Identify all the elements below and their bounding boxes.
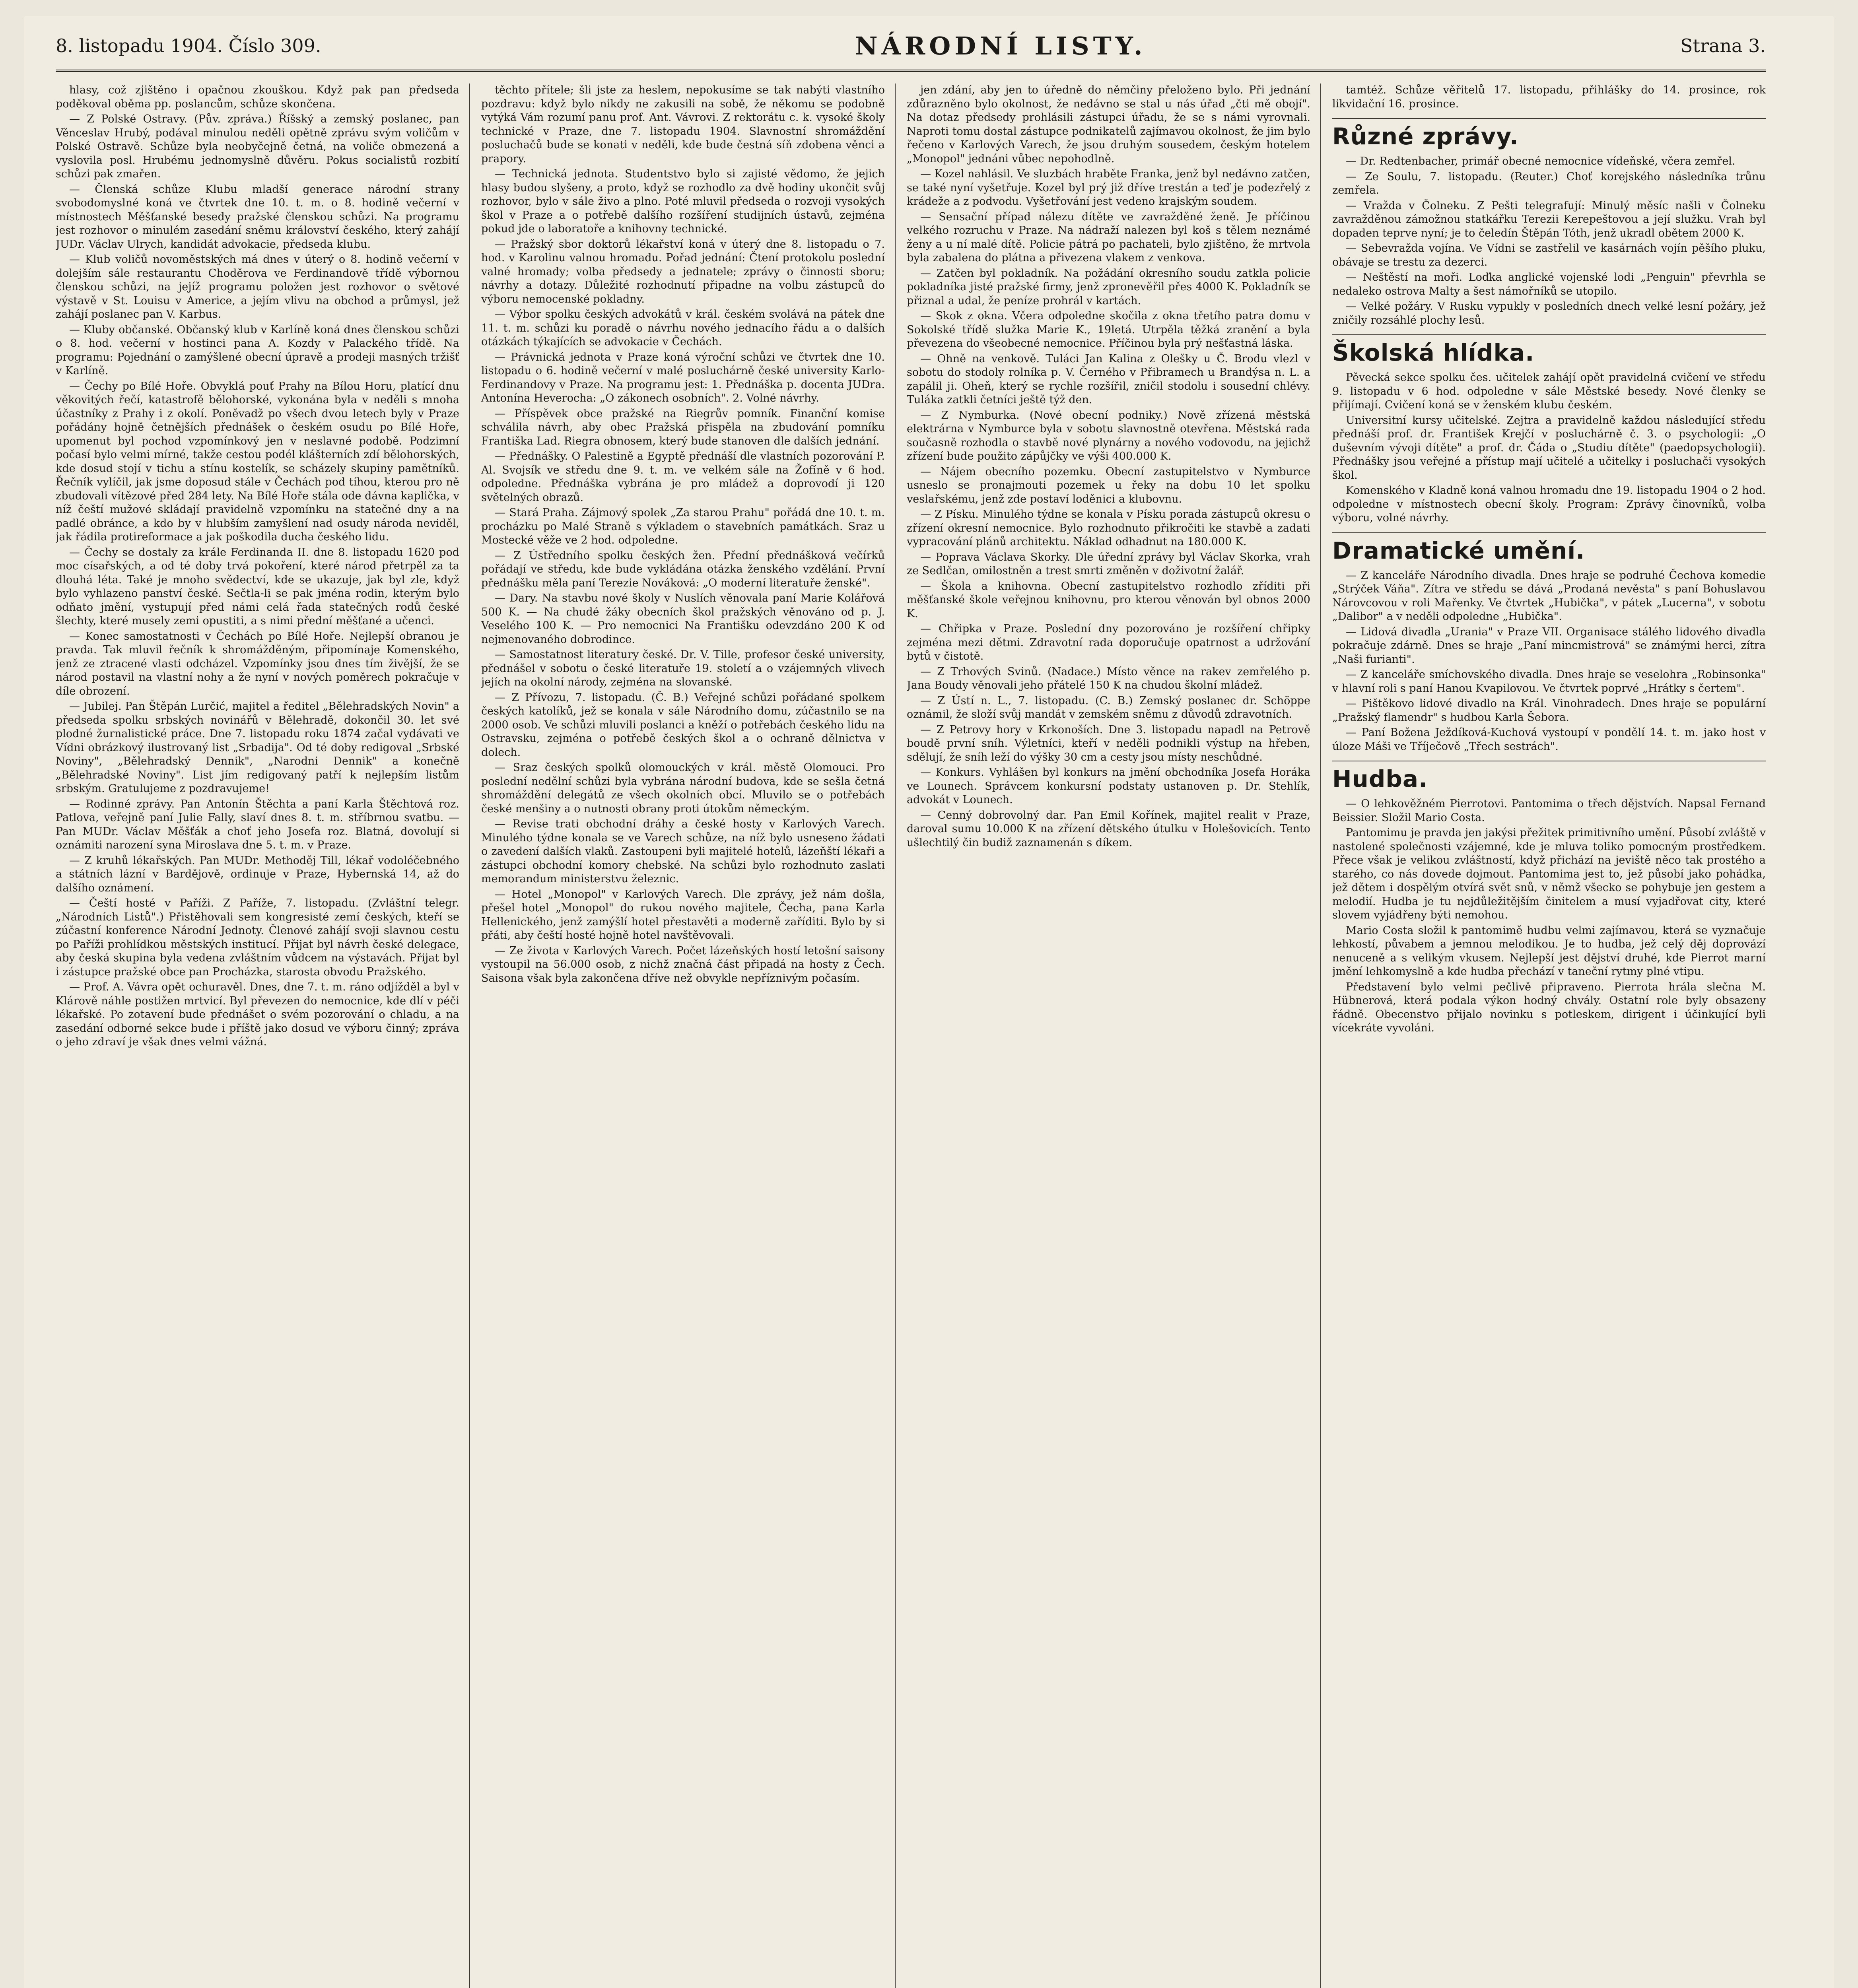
article-paragraph: — Velké požáry. V Rusku vypukly v posledních dnech velké lesní požáry, jež zničily rozsáhlé plochy lesů. [1332,300,1766,326]
column-2 [481,83,885,1988]
article-paragraph: — Příspěvek obce pražské na Riegrův pomník. Finanční komise schválila návrh, aby obec Pražská přispěla na zbudování pomníku Františka Lad. Riegra obnosem, který bude stanoven dle dalších jednání. [481,407,885,447]
column-divider [895,83,896,1988]
article-paragraph: těchto přítele; šli jste za heslem, nepokusíme se tak nabýti vlastního pozdravu: když bylo nikdy ne zakusili na sobě, že někomu se podobně vytýká Vám rozumí panu prof. Ant. Vávrovi. Z rektorátu c. k. vysoké školy technické v Praze, dne 7. listopadu 1904. Slavnostní shromáždění posluchačů bude se konati v neděli, kde bude čestná síň zdobena věnci a prapory. [481,84,885,165]
section-heading: Dramatické umění. [1332,532,1766,566]
article-paragraph: — Pražský sbor doktorů lékařství koná v úterý dne 8. listopadu o 7. hod. v Karolinu valnou hromadu. Pořad jednání: Čtení protokolu poslední valné hromady; volba předsedy a jednatele; zprávy o činnosti sboru; návrhy a dotazy. Důležité rozhodnutí připadne na volbu zástupců do výboru nemocenské pokladny. [481,238,885,305]
article-paragraph: — Z Petrovy hory v Krkonoších. Dne 3. listopadu napadl na Petrově boudě první sníh. Výletníci, kteří v neděli podnikli výstup na hřeben, sdělují, že sníh leží do výšky 30 cm a cesty jsou místy neschůdné. [907,723,1310,763]
column-4 [1332,83,1766,1988]
article-paragraph: — Konkurs. Vyhlášen byl konkurs na jmění obchodníka Josefa Horáka ve Lounech. Správcem konkursní podstaty ustanoven p. Dr. Stehlík, advokát v Lounech. [907,766,1310,806]
newspaper-title: NÁRODNÍ LISTY. [855,31,1147,60]
issue-date: 8. listopadu 1904. Číslo 309. [56,35,321,56]
article-paragraph: — Revise trati obchodní dráhy a české hosty v Karlových Varech. Minulého týdne konala se ve Varech schůze, na níž bylo usneseno žádati o zavedení dalších vlaků. Zastoupeni byli majitelé hotelů, lázeňští lékaři a zástupci obchodní komory chebské. Na schůzi bylo rozhodnuto zaslati memorandum ministerstvu železnic. [481,818,885,885]
article-paragraph: — Lidová divadla „Urania" v Praze VII. Organisace stálého lidového divadla pokračuje zdárně. Dnes se hraje „Paní mincmistrová" se známými herci, zítra „Naši furianti". [1332,625,1766,666]
article-paragraph: — Paní Božena Ježdíková-Kuchová vystoupí v pondělí 14. t. m. jako host v úloze Máši ve Tříječově „Třech sestrách". [1332,726,1766,753]
article-paragraph: — Z Písku. Minulého týdne se konala v Písku porada zástupců okresu o zřízení okresní nemocnice. Bylo rozhodnuto přikročiti ke stavbě a zadati vypracování plánů architektu. Náklad odhadnut na 180.000 K. [907,508,1310,548]
article-paragraph: — Chřipka v Praze. Poslední dny pozorováno je rozšíření chřipky zejména mezi dětmi. Zdravotní rada doporučuje opatrnost a udržování bytů v čistotě. [907,623,1310,662]
article-paragraph: — Prof. A. Vávra opět ochuravěl. Dnes, dne 7. t. m. ráno odjížděl a byl v Klárově náhle postižen mrtvicí. Byl převezen do nemocnice, kde dlí v péči lékařské. Po zotavení bude přednášet o svém pozorování o chladu, a na zasedání odborné sekce bude i příště jako dosud ve výboru činný; zpráva o jeho zdraví je však dnes velmi vážná. [56,981,459,1048]
article-paragraph: — Čechy se dostaly za krále Ferdinanda II. dne 8. listopadu 1620 pod moc císařských, a od té doby trvá pokoření, které národ přetrpěl za ta dlouhá léta. Také je mnoho svědectví, kde se ukazuje, jak byl zle, když bylo vyhlazeno panství české. Sečtla-li se pak jména rodin, kterým bylo odňato jmění, vystupují před námi celá řada statečných rodů české šlechty, které musely zemi opustiti, a s nimi přední měšťané a učenci. [56,546,459,627]
article-paragraph: Pěvecká sekce spolku čes. učitelek zahájí opět pravidelná cvičení ve středu 9. listopadu v 6 hod. odpoledne v sále Městské besedy. Nové členky se přijímají. Cvičení koná se v ženském klubu českém. [1332,371,1766,411]
article-paragraph: — Z Trhových Svinů. (Nadace.) Místo věnce na rakev zemřelého p. Jana Boudy věnovali jeho přátelé 150 K na chudou školní mládež. [907,665,1310,691]
page-header [56,28,1766,64]
article-paragraph: — Dr. Redtenbacher, primář obecné nemocnice vídeňské, včera zemřel. [1346,155,1736,167]
article-paragraph: — Hotel „Monopol" v Karlových Varech. Dle zprávy, jež nám došla, přešel hotel „Monopol" do rukou nového majitele, Čecha, pana Karla Hellenického, jenž zamýšlí hotel přestavěti a moderně zaříditi. Bylo by si přáti, aby čeští hosté hojně hotel navštěvovali. [481,888,885,942]
article-paragraph: — Kozel nahlásil. Ve sluzbách hraběte Franka, jenž byl nedávno zatčen, se také nyní vyšetřuje. Kozel byl prý již dříve trestán a teď je podezřelý z krádeže a z podvodu. Vyšetřování jest vedeno krajským soudem. [907,168,1310,208]
article-paragraph: — Samostatnost literatury české. Dr. V. Tille, profesor české university, přednášel v sobotu o české literatuře 19. století a o vzájemných vlivech jejích na okolní národy, zejména na slovanské. [481,648,885,688]
article-paragraph: — Ohně na venkově. Tuláci Jan Kalina z Olešky u Č. Brodu vlezl v sobotu do stodoly rolníka p. V. Černého v Přibramech u Brandýsa n. L. a zapálil ji. Oheň, který se rychle rozšířil, zničil stodolu i sousední chlévy. Tuláka zatkli četníci ještě týž den. [907,352,1310,406]
section-heading: Školská hlídka. [1332,334,1766,368]
article-paragraph: jen zdání, aby jen to úředně do němčiny přeloženo bylo. Při jednání zdůrazněno bylo okolnost, že nedávno se stal u nás úřad „čti mě obojí". Na dotaz předsedy prohlásili zástupci úřadu, že se s námi vyrovnali. Naproti tomu dostal zástupce podnikatelů zajímavou okolnost, že jim bylo řečeno v Karlových Varech, že jsou druhým sousedem, českým hotelem „Monopol" jednáni vůbec nepohodlně. [907,84,1310,165]
article-paragraph: — Z Polské Ostravy. (Pův. zpráva.) Říšský a zemský poslanec, pan Věnceslav Hrubý, podával minulou neděli opětně zprávu svým voličům v Polské Ostravě. Schůze byla neobyčejně četná, na voliče obmezená a vyslovila posl. Hrubému jednomyslně důvěru. Pokus socialistů rozbití schůzi pak zmařen. [56,113,459,180]
article-paragraph: — Sraz českých spolků olomouckých v král. městě Olomouci. Pro poslední nedělní schůzi byla vybrána národní budova, kde se sešla četná shromáždění delegátů ze všech okolních obcí. Mluvilo se o potřebách české menšiny a o nutnosti obrany proti útokům německým. [481,761,885,815]
article-paragraph: — Rodinné zprávy. Pan Antonín Štěchta a paní Karla Štěchtová roz. Patlova, veřejně paní Julie Fally, slaví dnes 8. t. m. stříbrnou svatbu. — Pan MUDr. Václav Měšťák a choť jeho Josefa roz. Blatná, dovolují si oznámiti narození syna Miroslava dne 5. t. m. v Praze. [56,798,459,851]
article-paragraph: — O lehkověžném Pierrotovi. Pantomima o třech dějstvích. Napsal Fernand Beissier. Složil Mario Costa. [1332,798,1766,824]
article-paragraph: — Stará Praha. Zájmový spolek „Za starou Prahu" pořádá dne 10. t. m. procházku po Malé Straně s výkladem o stavebních památkách. Sraz u Mostecké věže ve 2 hod. odpoledne. [481,507,885,546]
article-paragraph: — Právnická jednota v Praze koná výroční schůzi ve čtvrtek dne 10. listopadu o 6. hodině večerní v malé posluchárně české university Karlo-Ferdinandovy v Praze. Na programu jest: 1. Přednáška p. docenta JUDra. Antonína Heverocha: „O zákonech osobních". 2. Volné návrhy. [481,351,885,404]
article-paragraph: — Čeští hosté v Paříži. Z Paříže, 7. listopadu. (Zvláštní telegr. „Národních Listů".) Přistěhovali sem kongresisté zemí českých, kteří se zúčastní konference Národní Jednoty. Členové zahájí svoji slavnou cestu po Paříži prohlídkou městských institucí. Přijat byl návrh české delegace, aby česká skupina byla vedena zvláštním vůdcem na výstavách. Přijat byl i zástupce pražské obce pan Procházka, starosta obvodu Pražského. [56,897,459,978]
article-paragraph: — Nájem obecního pozemku. Obecní zastupitelstvo v Nymburce usneslo se pronajmouti pozemek u řeky na dobu 10 let spolku veslařskému, jenž zde postaví loděnici a klubovnu. [907,465,1310,505]
article-paragraph: — Kluby občanské. Občanský klub v Karlíně koná dnes členskou schůzi o 8. hod. večerní v hostinci pana A. Kozdy v Palackého třídě. Na programu: Pojednání o zamýšlené obecní úpravě a prodeji masných tržišť v Karlíně. [56,323,459,377]
article-paragraph: — Neštěstí na moři. Loďka anglické vojenské lodi „Penguin" převrhla se nedaleko ostrova Malty a šest námořníků se utopilo. [1332,271,1766,297]
article-paragraph: Pantomimu je pravda jen jakýsi přežitek primitivního umění. Působí zvláště v nastolené společnosti vzájemné, kde je mluva toliko pomocným prostředkem. Přece však je velikou zvláštností, když přichází na jeviště něco tak prostého a starého, co nás dovede dojmout. Pantomima jest to, jež působí jako pohádka, jež dětem i dospělým otvírá svět snů, v němž všecko se pohybuje jen gestem a melodií. Hudba je tu nejdůležitějším činitelem a musí vyjadřovat city, které slovem vyjádřeny býti nemohou. [1332,827,1766,921]
article-paragraph: — Technická jednota. Studentstvo bylo si zajisté vědomo, že jejich hlasy budou slyšeny, a proto, když se rozhodlo za dvě hodiny ukončit svůj rozhovor, bylo v sále živo a plno. Poté mluvil předseda o rozvoji vysokých škol v Praze a o potřebě dalšího rozšíření studijních ústavů, zejména pokud jde o laboratoře a knihovny technické. [481,168,885,235]
article-paragraph: hlasy, což zjištěno i opačnou zkouškou. Když pak pan předseda poděkoval oběma pp. poslancům, schůze skončena. [56,84,459,110]
article-paragraph: — Přednášky. O Palestině a Egyptě přednáší dle vlastních pozorování P. Al. Svojsík ve středu dne 9. t. m. ve velkém sále na Žofíně v 6 hod. odpoledne. Přednáška vybrána je pro mládež a doprovodí ji 120 světelných obrazů. [481,450,885,504]
article-paragraph: — Cenný dobrovolný dar. Pan Emil Kořínek, majitel realit v Praze, daroval sumu 10.000 K na zřízení dětského útulku v Holešovicích. Tento ušlechtilý čin budiž zaznamenán s díkem. [907,809,1310,849]
article-paragraph: — Čechy po Bílé Hoře. Obvyklá pouť Prahy na Bílou Horu, platící dnu věkovitých řečí, katastrofě bělohorské, vykonána byla v neděli s mnoha účastníky z Prahy i z okolí. Poněvadž po všech dvou letech byly v Praze pořádány hojně četnějších přednášek o českém osudu po Bílé Hoře, upomenut byl pochod vzpomínkový jen v neslavné podobě. Podzimní počasí bylo velmi mírné, takže cestou podél klášterních zdí bělohorských, kde dosud stojí v tichu a stínu kostelík, se scházely skupiny pamětníků. Řečník vylíčil, jak jsme doposud stále v Čechách pod tíhou, kterou pro ně zbudovali vítězové před 284 lety. Na Bílé Hoře stála ode dávna kaplička, v níž čeští mužové skládají pravidelně vzpomínku na statečné dny a na padlé obránce, a kdo by v hlubším zamyšlení nad osudy národa neviděl, jak řádila protireformace a jak poškodila ducha českého lidu. [56,380,459,543]
section-heading: Různé zprávy. [1332,118,1766,151]
page-number: Strana 3. [1680,35,1766,56]
article-paragraph: — Klub voličů novoměstských má dnes v úterý o 8. hodině večerní v dolejším sále restaurantu Choděrova ve Ferdinandově třídě výbornou členskou schůzi, na jejíž programu položen jest rozhovor o světové výstavě v St. Louisu v Americe, a jejím vlivu na obchod a průmysl, jež zahájí poslanec pan V. Karbus. [56,253,459,320]
header-rule [56,70,1766,72]
article-paragraph: — Z Ústředního spolku českých žen. Přední přednášková večírků pořádají ve středu, kde bude vykládána otázka ženského vzdělání. První přednášku měla paní Terezie Nováková: „O moderní literatuře ženské". [481,549,885,589]
article-paragraph: — Konec samostatnosti v Čechách po Bílé Hoře. Nejlepší obranou je pravda. Tak mluvil řečník k shromážděným, připomínaje Komenského, jenž ze ztracené vlasti odcházel. Vzpomínky jsou dnes tím živější, že se národ postavil na vlastní nohy a že nyní v nových poměrech pokračuje v díle obrození. [56,630,459,697]
article-paragraph: — Ze života v Karlových Varech. Počet lázeňských hostí letošní saisony vystoupil na 56.000 osob, z nichž značná část připadá na hosty z Čech. Saisona však byla zakončena dříve než obvykle nepříznivým počasím. [481,944,885,984]
article-paragraph: tamtéž. Schůze věřitelů 17. listopadu, přihlášky do 14. prosince, rok likvidační 16. prosince. [1332,84,1766,110]
article-paragraph: — Sebevražda vojína. Ve Vídni se zastřelil ve kasárnách vojín pěšího pluku, obávaje se trestu za dezerci. [1332,242,1766,268]
column-3 [907,83,1310,1988]
article-paragraph: — Z Ústí n. L., 7. listopadu. (C. B.) Zemský poslanec dr. Schöppe oznámil, že složí svůj mandát v zemském sněmu z důvodů zdravotních. [907,694,1310,720]
article-paragraph: — Z kanceláře smíchovského divadla. Dnes hraje se veselohra „Robinsonka" v hlavní roli s paní Hanou Kvapilovou. Ve čtvrtek poprvé „Hrátky s čertem". [1332,668,1766,695]
article-paragraph: — Z Přívozu, 7. listopadu. (Č. B.) Veřejné schůzi pořádané spolkem českých katolíků, jež se konala v sále Národního domu, zúčastnilo se na 2000 osob. Ve schůzi mluvili poslanci a kněží o potřebách českého lidu na Ostravsku, zejména o potřebě českých škol a o ochraně dělnictva v dolech. [481,691,885,759]
article-paragraph: — Skok z okna. Včera odpoledne skočila z okna třetího patra domu v Sokolské třídě služka Marie K., 19letá. Utrpěla těžká zranění a byla převezena do všeobecné nemocnice. Příčinou byla prý nešťastná láska. [907,310,1310,349]
article-paragraph: — Ze Soulu, 7. listopadu. (Reuter.) Choť korejského následníka trůnu zemřela. [1332,170,1766,196]
column-divider [469,83,470,1988]
article-paragraph: Představení bylo velmi pečlivě připraveno. Pierrota hrála slečna M. Hübnerová, která podala výkon hodný chvály. Ostatní role byly obsazeny řádně. Obecenstvo přijalo novinku s potleskem, dirigent i účinkující byli vícekráte vyvoláni. [1332,980,1766,1034]
article-paragraph: — Z kanceláře Národního divadla. Dnes hraje se podruhé Čechova komedie „Strýček Váňa". Zítra ve středu se dává „Prodaná nevěsta" s paní Bohuslavou Nárovcovou v roli Mařenky. Ve čtvrtek „Hubička", v pátek „Lucerna", v sobotu „Dalibor" a v neděli odpoledne „Hubička". [1332,569,1766,623]
article-paragraph: — Jubilej. Pan Štěpán Lurčić, majitel a ředitel „Bělehradských Novin" a předseda spolku srbských novinářů v Bělehradě, dokončil 30. let své plodné žurnalistické práce. Dne 7. listopadu roku 1874 začal vydávati ve Vídni obrázkový ilustrovaný list „Srbadija". Od té doby redigoval „Srbské Noviny", „Bělehradský Dennik", „Narodni Dennik" a konečně „Bělehradské Noviny". List jím redigovaný patří k nejlepším listům srbským. Gratulujeme z pozdravujeme! [56,700,459,795]
article-paragraph: — Sensační případ nálezu dítěte ve zavražděné ženě. Je příčinou velkého rozruchu v Praze. Na nádraží nalezen byl koš s tělem neznámé ženy a u ní malé dítě. Policie pátrá po pachateli, bylo zjištěno, že mrtvola byla zabalena do plátna a přivezena vlakem z venkova. [907,210,1310,264]
article-paragraph: — Vražda v Čolneku. Z Pešti telegrafují: Minulý měsíc našli v Čolneku zavražděnou zámožnou statkářku Terezii Kerepeštovou a její služku. Vrah byl dopaden teprve nyní; je to čeledín Štěpán Tóth, jenž ukradl obětem 2000 K. [1332,199,1766,239]
article-paragraph: — Škola a knihovna. Obecní zastupitelstvo rozhodlo zříditi při měšťanské škole veřejnou knihovnu, pro kterou věnován byl obnos 2000 K. [907,580,1310,620]
article-paragraph: — Zatčen byl pokladník. Na požádání okresního soudu zatkla policie pokladníka jisté pražské firmy, jenž zpronevěřil přes 4000 K. Pokladník se přiznal a udal, že peníze prohrál v kartách. [907,267,1310,307]
article-paragraph: — Výbor spolku českých advokátů v král. českém svolává na pátek dne 11. t. m. schůzi ku poradě o návrhu nového jednacího řádu a o dalších otázkách týkajících se advokacie v Čechách. [481,308,885,348]
article-paragraph: — Z Nymburka. (Nové obecní podniky.) Nově zřízená městská elektrárna v Nymburce byla v sobotu slavnostně otevřena. Městská rada současně rozhodla o stavbě nové plynárny a nového vodovodu, na jejichž zřízení bude použito zápůjčky ve výši 400.000 K. [907,409,1310,462]
article-paragraph: Komenského v Kladně koná valnou hromadu dne 19. listopadu 1904 o 2 hod. odpoledne v místnostech obecní školy. Program: Zprávy činovníků, volba výboru, volné návrhy. [1332,484,1766,524]
article-paragraph: — Z kruhů lékařských. Pan MUDr. Methoděj Till, lékař vodoléčebného a státních lázní v Bardějově, ordinuje v Praze, Hybernská 14, až do dalšího oznámení. [56,854,459,894]
article-paragraph: — Poprava Václava Skorky. Dle úřední zprávy byl Václav Skorka, vrah ze Sedlčan, omilostněn a trest smrti změněn v doživotní žalář. [907,551,1310,577]
article-paragraph: — Dary. Na stavbu nové školy v Nuslích věnovala paní Marie Kolářová 500 K. — Na chudé žáky obecních škol pražských věnováno od p. J. Veselého 100 K. — Pro nemocnici Na Františku odevzdáno 200 K od nejmenovaného dobrodince. [481,592,885,646]
column-divider [1320,83,1321,1988]
column-1 [56,83,459,1988]
article-paragraph: — Pištěkovo lidové divadlo na Král. Vinohradech. Dnes hraje se populární „Pražský flamendr" s hudbou Karla Šebora. [1332,697,1766,724]
section-heading: Hudba. [1332,761,1766,794]
article-paragraph: Universitní kursy učitelské. Zejtra a pravidelně každou následující středu přednáší prof. dr. František Krejčí v posluchárně č. 3. o psychologii: „O duševním vývoji dítěte" a prof. dr. Čáda o „Studiu dítěte" (paedopsychologii). Přednášky jsou veřejné a přístup mají učitelé a učitelky i posluchači vysokých škol. [1332,414,1766,481]
article-paragraph: — Členská schůze Klubu mladší generace národní strany svobodomyslné koná ve čtvrtek dne 10. t. m. o 8. hodině večerní v místnostech Měšťanské besedy pražské členskou schůzi. Na programu jest rozhovor o minulém zasedání sněmu království českého, který zahájí JUDr. Václav Ulrych, kandidát advokacie, předseda klubu. [56,183,459,250]
article-paragraph: Mario Costa složil k pantomimě hudbu velmi zajímavou, která se vyznačuje lehkostí, půvabem a jemnou melodikou. Je to hudba, jež celý děj doprovází nenuceně a s velikým vkusem. Nejlepší jest dějství druhé, kde Pierrot marní jmění lehkomyslně a kde hudba přechází v taneční rytmy plné vtipu. [1332,924,1766,978]
